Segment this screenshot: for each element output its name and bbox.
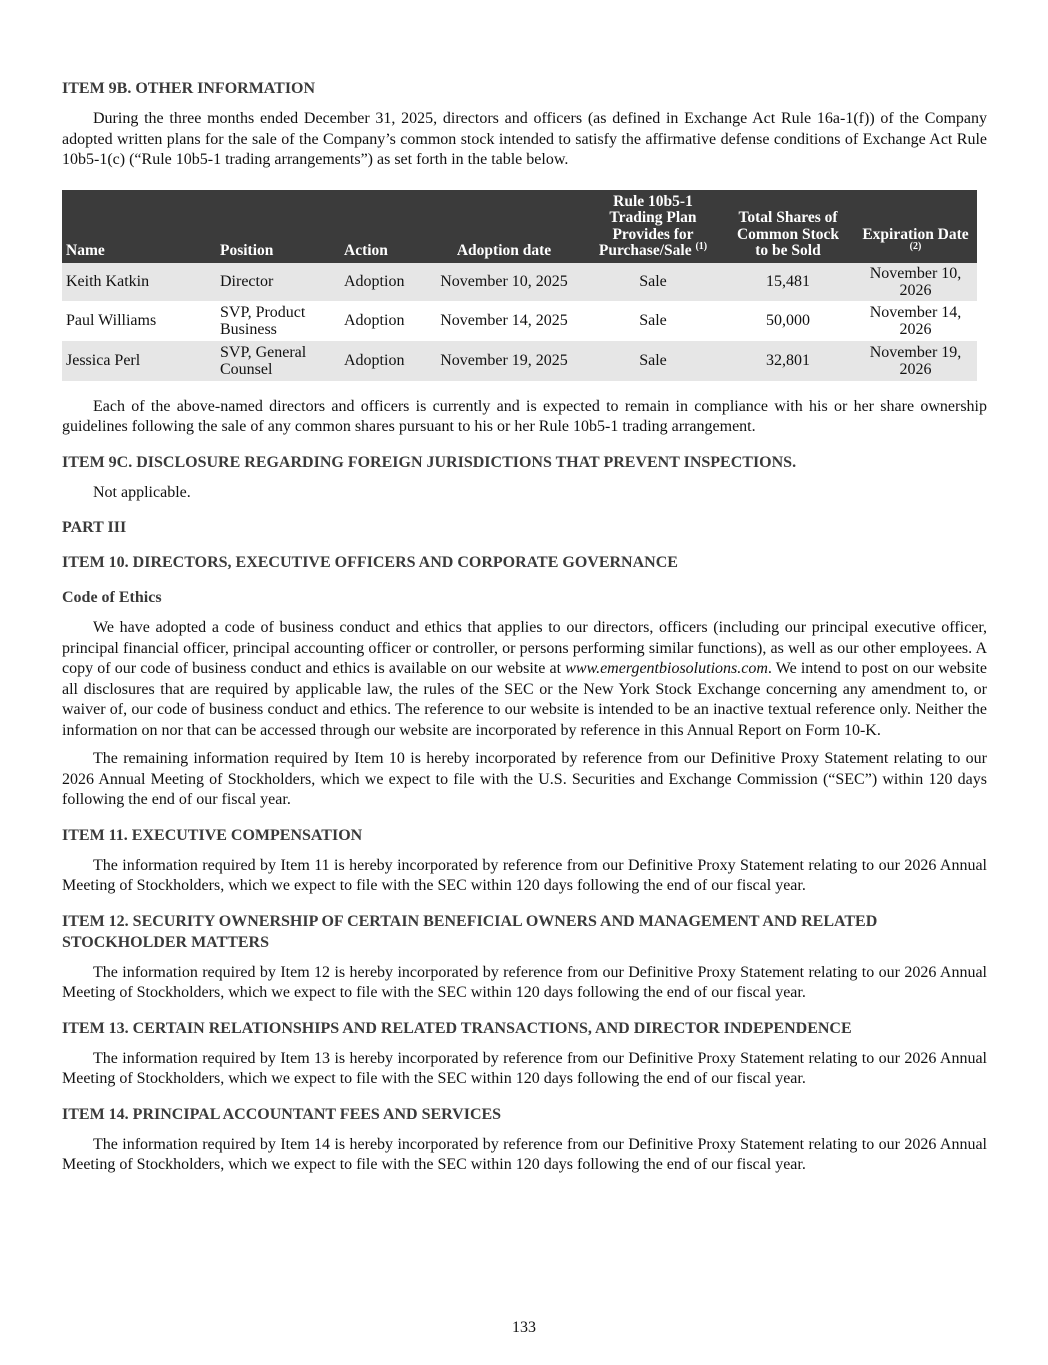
footnote-2-marker: (2) xyxy=(909,240,922,252)
header-adoption-date: Adoption date xyxy=(424,190,584,263)
item-12-heading: ITEM 12. SECURITY OWNERSHIP OF CERTAIN BENEFICIAL OWNERS AND MANAGEMENT AND RELATED STOCKHOLDER MATTERS xyxy=(62,912,878,951)
footnote-1-marker: (1) xyxy=(695,240,708,252)
cell-adoption-date: November 10, 2025 xyxy=(424,263,584,301)
page-number: 133 xyxy=(512,1319,536,1336)
compliance-paragraph: Each of the above-named directors and officers is currently and is expected to remain in compliance with his or her share ownership guidelines following the sale of any common shares pursuant to his or her Rule 10b5-1 trading arrangement. xyxy=(62,397,987,435)
cell-purchase-sale: Sale xyxy=(584,341,722,381)
cell-purchase-sale: Sale xyxy=(584,263,722,301)
item-10-heading: ITEM 10. DIRECTORS, EXECUTIVE OFFICERS AND CORPORATE GOVERNANCE xyxy=(62,554,678,571)
cell-action: Adoption xyxy=(340,341,424,381)
item-9c-text: Not applicable. xyxy=(93,483,191,501)
cell-expiration: November 10, 2026 xyxy=(854,263,977,301)
header-action: Action xyxy=(340,190,424,263)
item-9b-heading: ITEM 9B. OTHER INFORMATION xyxy=(62,80,316,97)
cell-shares: 32,801 xyxy=(722,341,854,381)
item-11-text: The information required by Item 11 is hereby incorporated by reference from our Definitive Proxy Statement relating to our 2026 Annual Meeting of Stockholders, which we expect to file with the SEC within 120 days following the end of our fiscal year. xyxy=(62,856,987,894)
table-row xyxy=(62,341,977,381)
cell-position: SVP, Product Business xyxy=(220,303,306,338)
trading-plans-table xyxy=(62,190,977,381)
header-purchase-sale: Rule 10b5-1 Trading Plan Provides for Purchase/Sale $^{(1)}$ xyxy=(584,190,722,263)
cell-name: Jessica Perl xyxy=(62,341,216,381)
table-row xyxy=(62,263,977,301)
cell-action: Adoption xyxy=(344,312,405,329)
cell-position: SVP, General Counsel xyxy=(216,341,340,381)
header-name: Name xyxy=(62,190,216,263)
part-3-heading: PART III xyxy=(62,519,127,536)
item-9b-intro: During the three months ended December 31, 2025, directors and officers (as defined in Exchange Act Rule 16a-1(f)) of the Company adopted written plans for the sale of the Company’s common stock intended to satisfy the affirmative defense conditions of Exchange Act Rule 10b5-1(c) (“Rule 10b5-1 trading arrangements”) as set forth in the table below. xyxy=(62,110,987,168)
item-14-text: The information required by Item 14 is hereby incorporated by reference from our Definitive Proxy Statement relating to our 2026 Annual Meeting of Stockholders, which we expect to file with the SEC within 120 days following the end of our fiscal year. xyxy=(62,1135,987,1173)
table-header-row xyxy=(62,190,977,263)
company-website-link[interactable]: www.emergentbiosolutions.com xyxy=(565,660,768,677)
header-position: Position xyxy=(216,190,340,263)
cell-expiration: November 19, 2026 xyxy=(854,341,977,381)
item-13-heading: ITEM 13. CERTAIN RELATIONSHIPS AND RELATED TRANSACTIONS, AND DIRECTOR INDEPENDENCE xyxy=(62,1019,852,1037)
cell-purchase-sale: Sale xyxy=(639,312,667,329)
item-10-paragraph-2: The remaining information required by Item 10 is hereby incorporated by reference from our Definitive Proxy Statement relating to our 2026 Annual Meeting of Stockholders, which we expect to file with the U.S. Securities and Exchange Commission (“SEC”) within 120 days following the end of our fiscal year. xyxy=(62,750,987,808)
cell-adoption-date: November 14, 2025 xyxy=(440,312,568,329)
cell-name: Keith Katkin xyxy=(62,263,216,301)
cell-position: Director xyxy=(216,263,340,301)
code-of-ethics-subheading: Code of Ethics xyxy=(62,589,162,606)
item-12-text: The information required by Item 12 is hereby incorporated by reference from our Definitive Proxy Statement relating to our 2026 Annual Meeting of Stockholders, which we expect to file with the SEC within 120 days following the end of our fiscal year. xyxy=(62,963,987,1001)
cell-shares: 50,000 xyxy=(766,312,810,329)
item-13-text: The information required by Item 13 is hereby incorporated by reference from our Definitive Proxy Statement relating to our 2026 Annual Meeting of Stockholders, which we expect to file with the SEC within 120 days following the end of our fiscal year. xyxy=(62,1049,987,1087)
item-10-paragraph-1: We have adopted a code of business conduct and ethics that applies to our directors, officers (including our principal executive officer, principal financial officer, principal accounting officer or controller, or persons performing similar functions), as well as our other employees. A copy of our code of business conduct and ethics is available on our website at www.emergentbiosolutions.com. We intend to post on our website all disclosures that are required by applicable law, the rules of the SEC or the New York Stock Exchange concerning any amendment to, or waiver of, our code of business conduct and ethics. The reference to our website is intended to be an inactive textual reference only. Neither the information on nor that can be accessed through our website are incorporated by reference in this Annual Report on Form 10-K. xyxy=(62,619,987,739)
cell-expiration: November 14, 2026 xyxy=(869,303,962,338)
cell-action: Adoption xyxy=(340,263,424,301)
item-11-heading: ITEM 11. EXECUTIVE COMPENSATION xyxy=(62,826,363,844)
cell-shares: 15,481 xyxy=(722,263,854,301)
cell-name: Paul Williams xyxy=(66,312,157,329)
table-row xyxy=(62,301,977,341)
header-expiration-date: Expiration Date $^{(2)}$ xyxy=(854,190,977,263)
header-total-shares: Total Shares of Common Stock to be Sold xyxy=(722,190,854,263)
item-14-heading: ITEM 14. PRINCIPAL ACCOUNTANT FEES AND SERVICES xyxy=(62,1105,502,1123)
cell-adoption-date: November 19, 2025 xyxy=(424,341,584,381)
document-page xyxy=(62,78,987,1184)
item-9c-heading: ITEM 9C. DISCLOSURE REGARDING FOREIGN JURISDICTIONS THAT PREVENT INSPECTIONS. xyxy=(62,453,797,471)
